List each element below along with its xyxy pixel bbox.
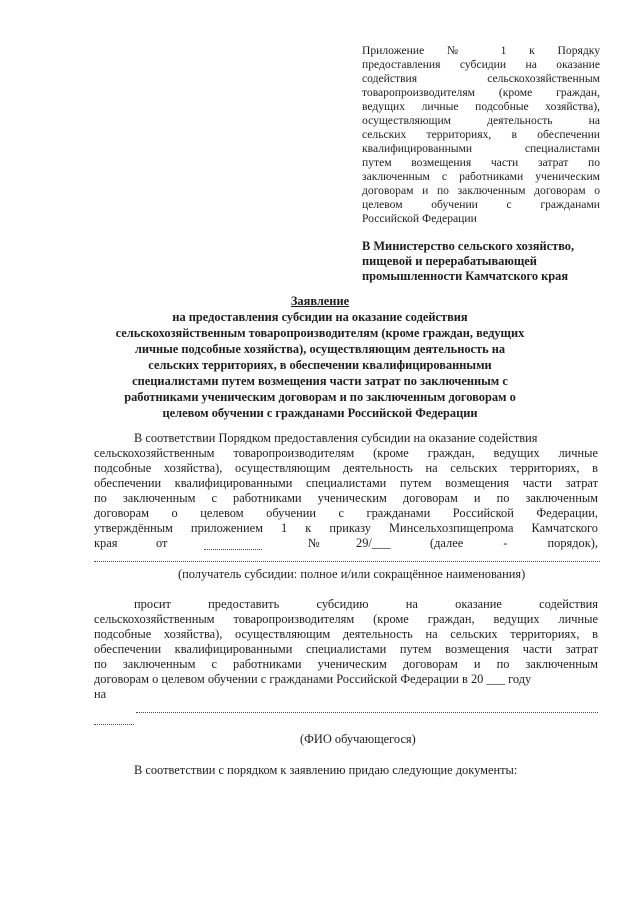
word-krai: края <box>94 536 118 550</box>
appendix-line: товаропроизводителям (кроме граждан, <box>362 86 600 99</box>
title-heading: Заявление <box>290 294 350 308</box>
attachments-intro: В соответствии с порядком к заявлению придаю следующие документы: <box>134 763 518 777</box>
paragraph-line: обеспечении квалифицированными специалистами путем возмещения части затрат <box>94 476 598 490</box>
appendix-line: содействия сельскохозяйственным <box>362 72 600 85</box>
recipient-caption: (получатель субсидии: полное и/или сокращённое наименования) <box>178 567 526 581</box>
paragraph-line: сельскохозяйственным товаропроизводителям (кроме граждан, ведущих личные <box>94 446 598 460</box>
title-line: личные подсобные хозяйства), осуществляющим деятельность на <box>134 342 506 356</box>
addressee-line: пищевой и перерабатывающей <box>362 254 537 268</box>
word-na: на <box>94 687 107 701</box>
title-line: специалистами путем возмещения части затрат по заключенным с <box>132 374 508 388</box>
student-caption: (ФИО обучающегося) <box>300 732 416 746</box>
paragraph-tail: (далее - порядок), <box>430 536 598 550</box>
order-number: 29/___ <box>356 536 391 550</box>
paragraph-line: подсобные хозяйства), осуществляющим деятельность на сельских территориях, в <box>94 627 598 641</box>
paragraph-line: договорам о целевом обучении с гражданами Российской Федерации в 20 ___ году <box>94 672 532 686</box>
paragraph-line: договорам о целевом обучении с гражданами Российской Федерации, <box>94 506 598 520</box>
number-sign: № <box>308 536 320 550</box>
appendix-line: путем возмещения части затрат по <box>362 156 600 169</box>
recipient-blank[interactable] <box>94 561 600 562</box>
title-line: сельских территориях, в обеспечении квалифицированными <box>148 358 492 372</box>
appendix-line: Российской Федерации <box>362 212 477 225</box>
student-name-blank-tail[interactable] <box>94 724 134 725</box>
student-name-blank[interactable] <box>136 712 598 713</box>
appendix-line: договорам и по заключенным договорам о <box>362 184 600 197</box>
paragraph-line: подсобные хозяйства), осуществляющим деятельность на сельских территориях, в <box>94 461 598 475</box>
title-line: сельскохозяйственным товаропроизводителям (кроме граждан, ведущих <box>115 326 525 340</box>
paragraph-line: В соответствии Порядком предоставления субсидии на оказание содействия <box>134 431 538 445</box>
appendix-line: заключенным с работниками ученическим <box>362 170 600 183</box>
title-line: на предоставления субсидии на оказание содействия <box>172 310 468 324</box>
appendix-line: сельских территориях, в обеспечении <box>362 128 600 141</box>
addressee-line: В Министерство сельского хозяйство, <box>362 239 575 253</box>
paragraph-line: обеспечении квалифицированными специалистами путем возмещения части затрат <box>94 642 598 656</box>
title-line: целевом обучении с гражданами Российской Федерации <box>162 406 478 420</box>
appendix-line: целевом обучении с гражданами <box>362 198 600 211</box>
addressee-line: промышленности Камчатского края <box>362 269 569 283</box>
title-line: работниками ученическим договорам и по заключенным договорам о <box>124 390 516 404</box>
appendix-line: Приложение № 1 к Порядку <box>362 44 600 57</box>
appendix-line: осуществляющим деятельность на <box>362 114 600 127</box>
paragraph-line: просит предоставить субсидию на оказание содействия <box>134 597 598 611</box>
paragraph-line: по заключенным с работниками ученическим договорам и по заключенным <box>94 657 598 671</box>
date-blank[interactable] <box>204 549 262 550</box>
paragraph-line: утверждённым приложением 1 к приказу Минсельхозпищепрома Камчатского <box>94 521 598 535</box>
word-ot: от <box>156 536 168 550</box>
paragraph-line: по заключенным с работниками ученическим договорам и по заключенным <box>94 491 598 505</box>
appendix-line: предоставления субсидии на оказание <box>362 58 600 71</box>
paragraph-line: сельскохозяйственным товаропроизводителям (кроме граждан, ведущих личные <box>94 612 598 626</box>
appendix-line: ведущих личные подсобные хозяйства), <box>362 100 600 113</box>
appendix-line: квалифицированными специалистами <box>362 142 600 155</box>
